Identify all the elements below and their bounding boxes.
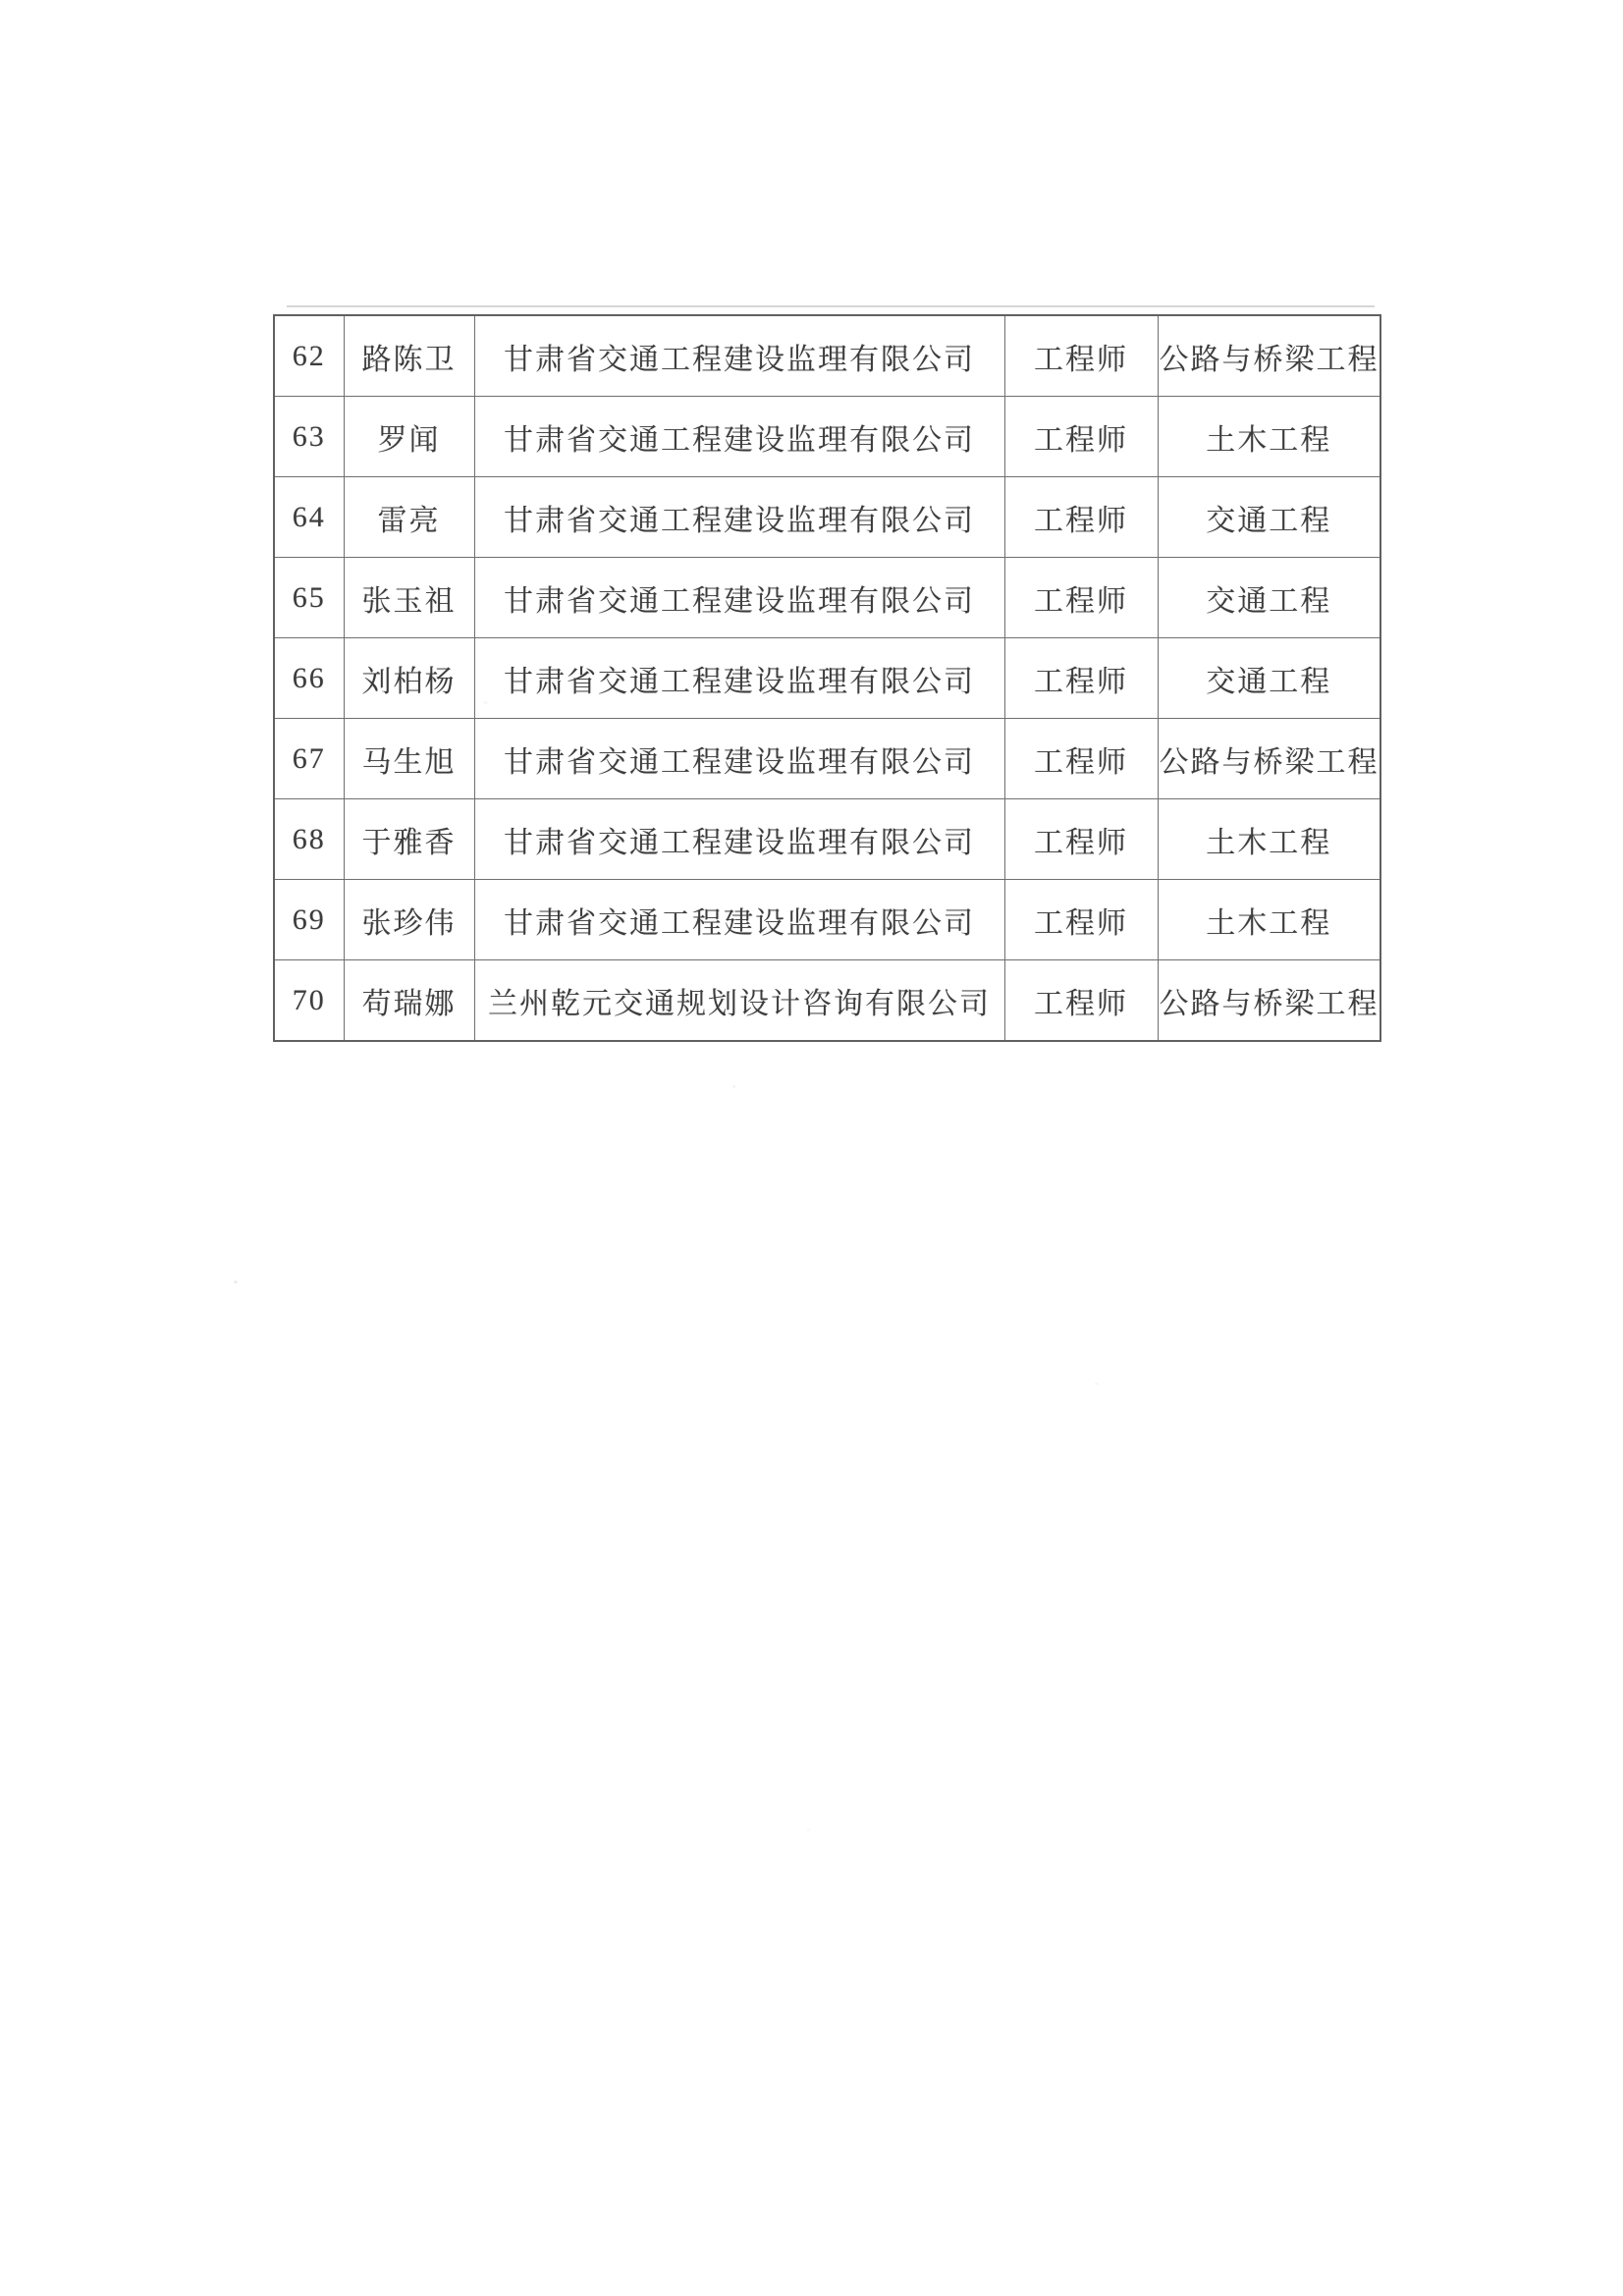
scan-artifact-speck [732,1085,735,1088]
scan-artifact-streak [287,305,1375,307]
cell-specialty: 土木工程 [1158,397,1380,477]
cell-name: 于雅香 [344,799,474,880]
cell-name: 刘柏杨 [344,638,474,719]
cell-company: 甘肃省交通工程建设监理有限公司 [474,397,1004,477]
cell-row-number: 69 [274,880,344,960]
cell-name: 路陈卫 [344,315,474,397]
cell-row-number: 66 [274,638,344,719]
table-row [274,638,1380,719]
personnel-roster-table [273,314,1381,1042]
cell-row-number: 65 [274,558,344,638]
cell-name: 张珍伟 [344,880,474,960]
cell-row-number: 68 [274,799,344,880]
cell-specialty: 交通工程 [1158,638,1380,719]
cell-specialty: 公路与桥梁工程 [1158,960,1380,1042]
cell-company: 甘肃省交通工程建设监理有限公司 [474,315,1004,397]
cell-name: 罗闻 [344,397,474,477]
cell-row-number: 64 [274,477,344,558]
cell-company: 甘肃省交通工程建设监理有限公司 [474,638,1004,719]
cell-row-number: 63 [274,397,344,477]
cell-title: 工程师 [1004,477,1158,558]
cell-row-number: 70 [274,960,344,1042]
cell-row-number: 67 [274,719,344,799]
cell-row-number: 62 [274,315,344,397]
table-row [274,960,1380,1042]
scan-artifact-speck [234,1281,238,1284]
cell-specialty: 交通工程 [1158,558,1380,638]
cell-title: 工程师 [1004,397,1158,477]
cell-title: 工程师 [1004,558,1158,638]
table-row [274,397,1380,477]
cell-name: 马生旭 [344,719,474,799]
cell-specialty: 土木工程 [1158,799,1380,880]
cell-name: 苟瑞娜 [344,960,474,1042]
cell-specialty: 土木工程 [1158,880,1380,960]
cell-company: 甘肃省交通工程建设监理有限公司 [474,880,1004,960]
cell-name: 张玉祖 [344,558,474,638]
cell-name: 雷亮 [344,477,474,558]
cell-title: 工程师 [1004,638,1158,719]
cell-company: 甘肃省交通工程建设监理有限公司 [474,719,1004,799]
cell-specialty: 公路与桥梁工程 [1158,315,1380,397]
table-row [274,799,1380,880]
table-row [274,880,1380,960]
cell-company: 甘肃省交通工程建设监理有限公司 [474,799,1004,880]
table-row [274,558,1380,638]
table-row [274,315,1380,397]
table-row [274,719,1380,799]
scan-artifact-speck [807,1829,810,1831]
cell-company: 兰州乾元交通规划设计咨询有限公司 [474,960,1004,1042]
cell-specialty: 交通工程 [1158,477,1380,558]
cell-company: 甘肃省交通工程建设监理有限公司 [474,477,1004,558]
cell-title: 工程师 [1004,960,1158,1042]
cell-title: 工程师 [1004,315,1158,397]
table-row [274,477,1380,558]
cell-title: 工程师 [1004,880,1158,960]
scan-artifact-speck [1095,1383,1099,1385]
cell-title: 工程师 [1004,799,1158,880]
cell-specialty: 公路与桥梁工程 [1158,719,1380,799]
cell-title: 工程师 [1004,719,1158,799]
cell-company: 甘肃省交通工程建设监理有限公司 [474,558,1004,638]
